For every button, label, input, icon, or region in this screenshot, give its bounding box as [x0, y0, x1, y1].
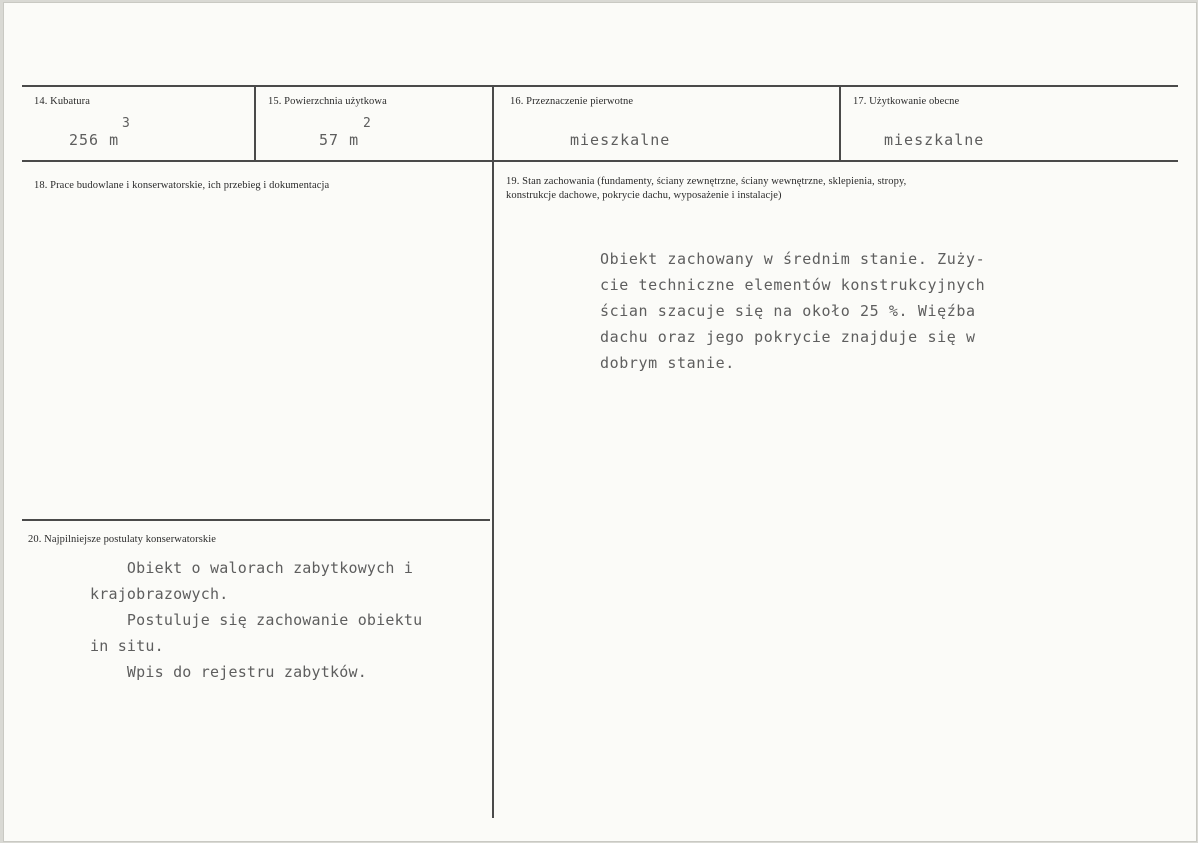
field-18-label: 18. Prace budowlane i konserwatorskie, ich przebieg i dokumentacja — [34, 180, 330, 191]
field-19-text-line: dachu oraz jego pokrycie znajduje się w — [600, 328, 976, 346]
row-rule — [22, 160, 1178, 162]
field-20-text-line: krajobrazowych. — [90, 585, 229, 603]
divider-14-15 — [254, 87, 256, 160]
field-16-label: 16. Przeznaczenie pierwotne — [510, 96, 634, 107]
field-20-text-line: in situ. — [90, 637, 164, 655]
divider-16-17 — [839, 87, 841, 160]
field-19-label-line2: konstrukcje dachowe, pokrycie dachu, wyposażenie i instalacje) — [506, 190, 782, 201]
divider-15-16 — [492, 87, 494, 818]
field-20-text-line: Wpis do rejestru zabytków. — [90, 663, 367, 681]
field-20-text — [90, 555, 422, 685]
field-14-label: 14. Kubatura — [34, 96, 91, 107]
field-15-exponent: 2 — [363, 116, 371, 131]
left-mid-rule — [22, 519, 490, 521]
field-19-text-line: cie techniczne elementów konstrukcyjnych — [600, 276, 986, 294]
field-19-text-line: Obiekt zachowany w średnim stanie. Zuży- — [600, 250, 986, 268]
field-17-value: mieszkalne — [884, 131, 985, 149]
field-14-exponent: 3 — [122, 116, 130, 131]
field-16-value: mieszkalne — [570, 131, 671, 149]
field-19-label-line1: 19. Stan zachowania (fundamenty, ściany zewnętrzne, ściany wewnętrzne, sklepienia, stropy, — [506, 176, 907, 187]
field-20-label: 20. Najpilniejsze postulaty konserwatorskie — [28, 534, 217, 545]
field-20-text-line: Obiekt o walorach zabytkowych i — [90, 559, 414, 577]
field-20-text-line: Postuluje się zachowanie obiektu — [90, 611, 423, 629]
record-card — [4, 3, 1196, 841]
field-19-text — [600, 246, 985, 376]
field-17-label: 17. Użytkowanie obecne — [853, 96, 960, 107]
field-19-text-line: ścian szacuje się na około 25 %. Więźba — [600, 302, 976, 320]
field-14-value: 256 m — [69, 131, 120, 149]
field-15-label: 15. Powierzchnia użytkowa — [268, 96, 387, 107]
field-15-value: 57 m — [319, 131, 360, 149]
field-19-text-line: dobrym stanie. — [600, 354, 735, 372]
top-rule — [22, 85, 1178, 87]
